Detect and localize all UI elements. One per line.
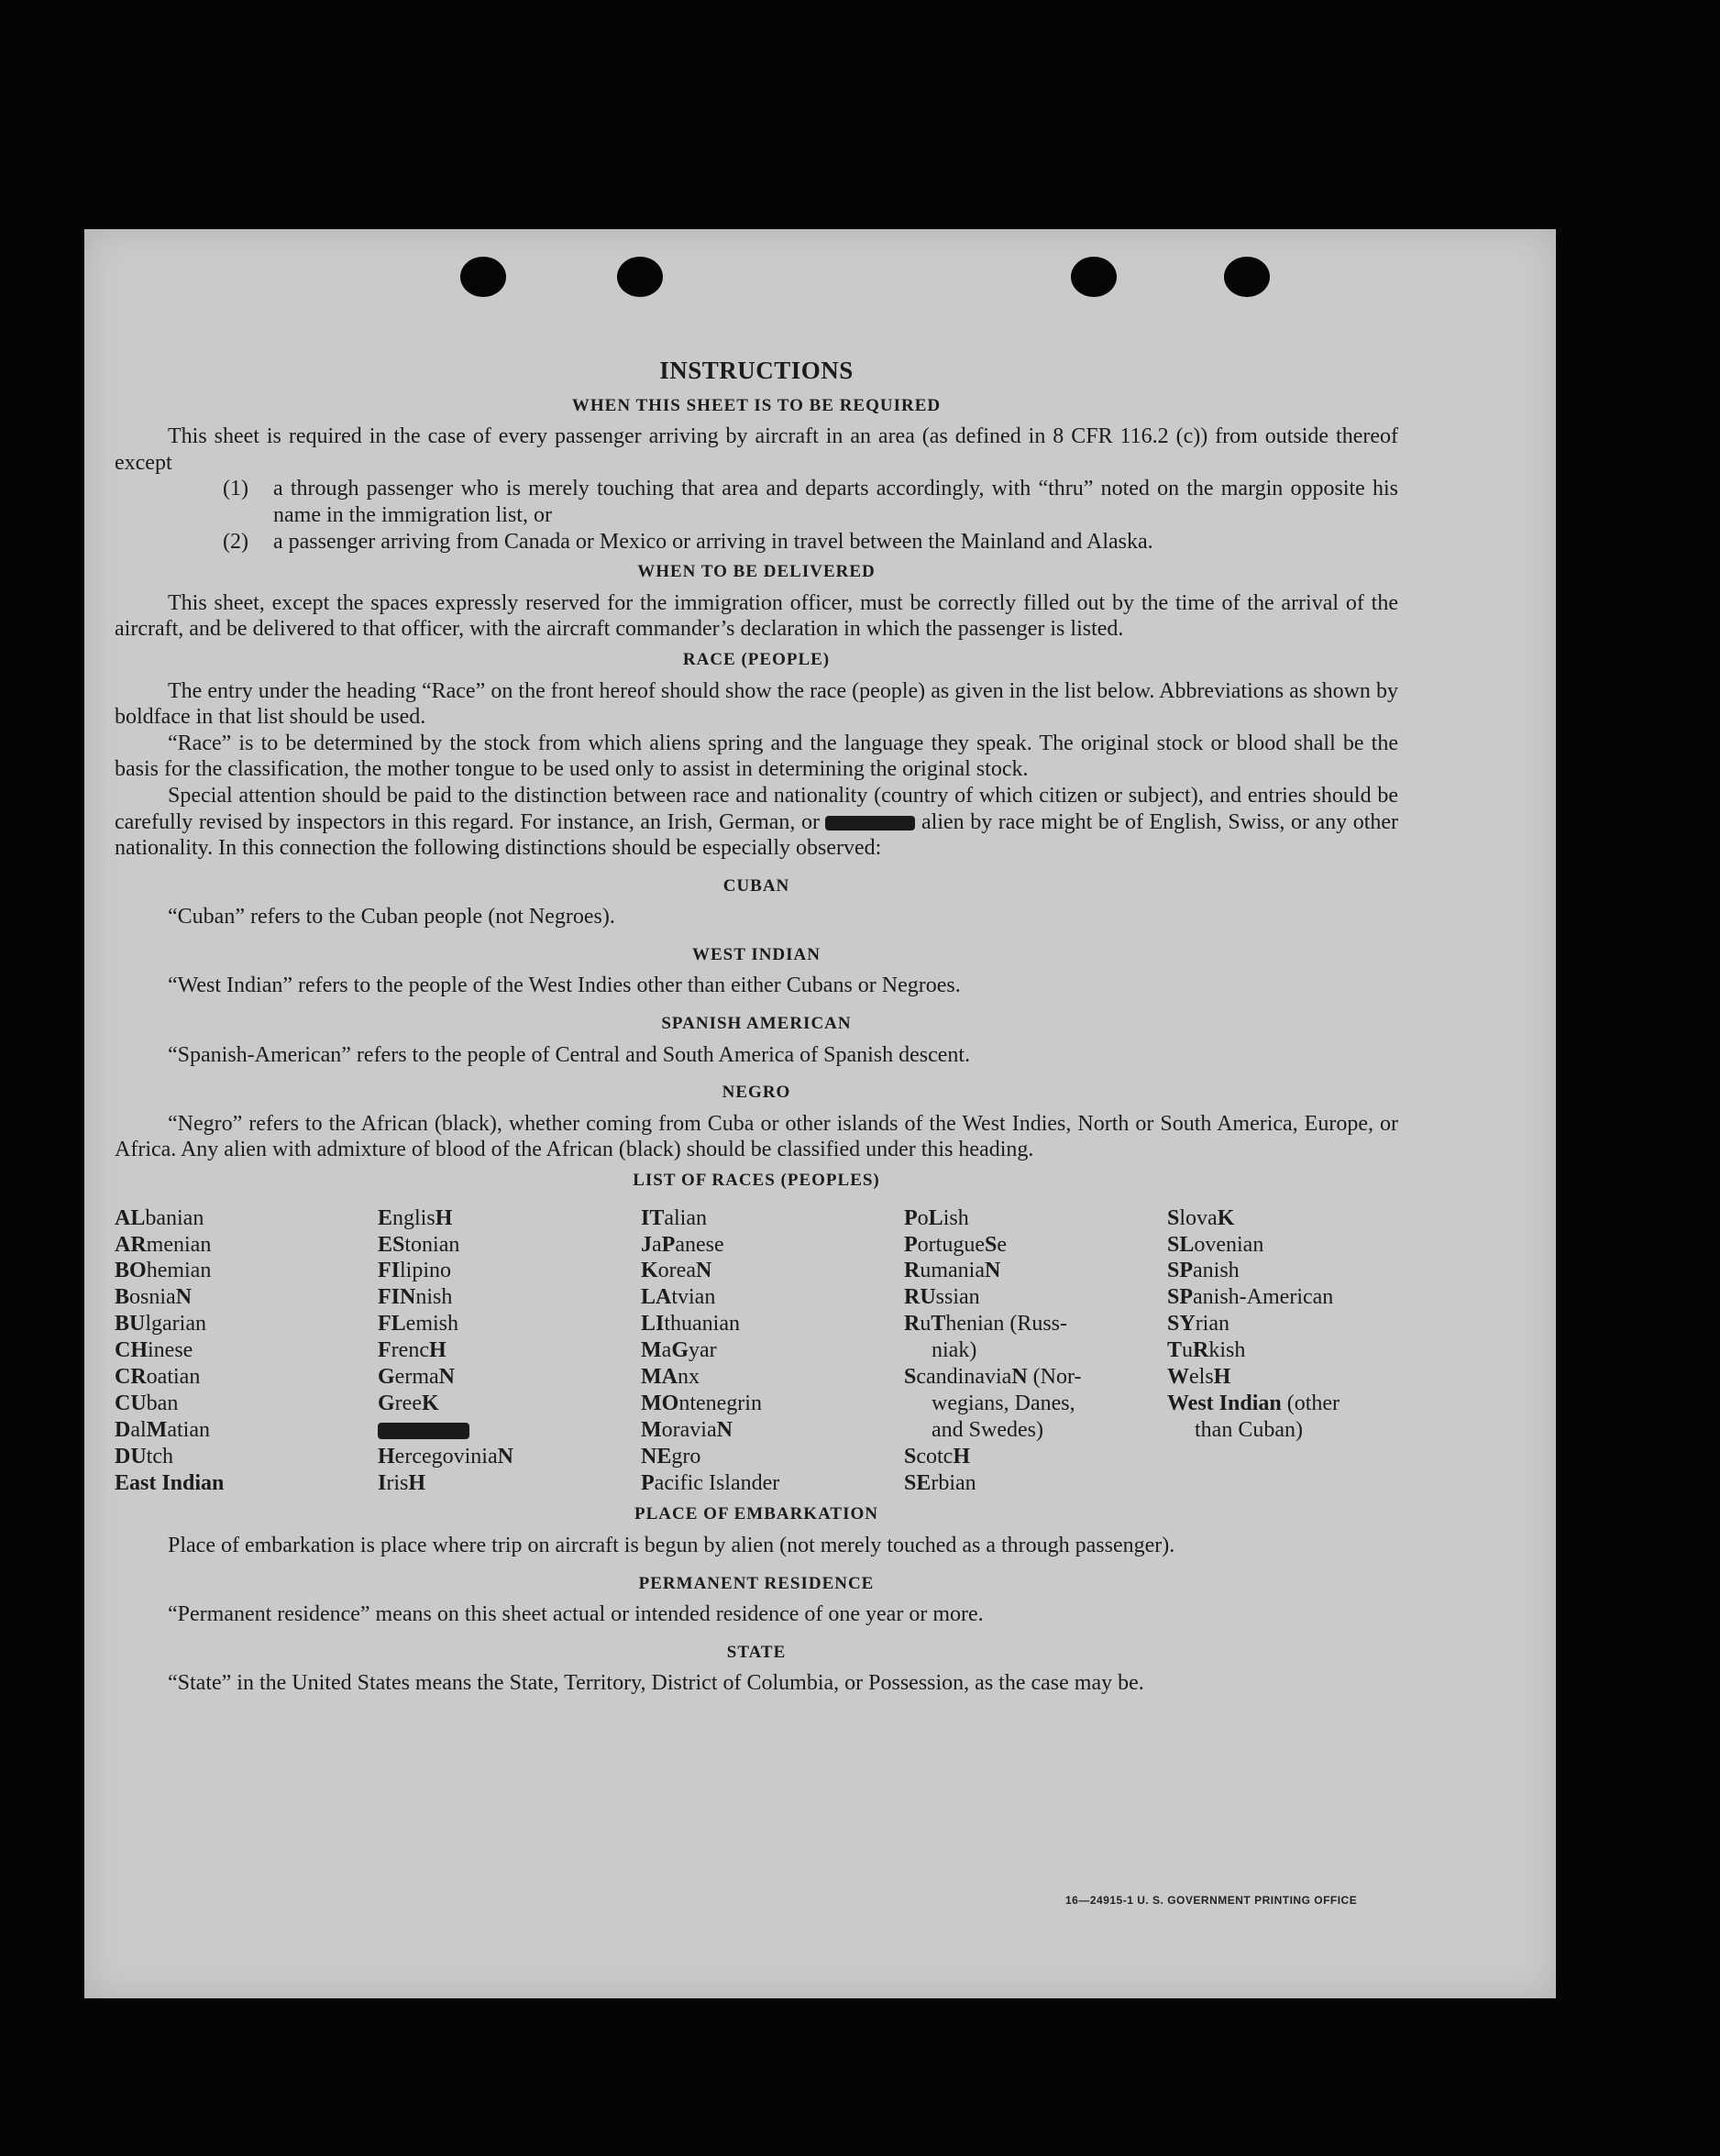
- race-text: tch: [146, 1444, 173, 1468]
- race-text: a: [661, 1338, 672, 1363]
- redaction-mark: [825, 816, 915, 830]
- west-indian-text: “West Indian” refers to the people of the West Indies other than either Cubans or Negroes.: [168, 974, 961, 998]
- redaction-mark: [378, 1423, 469, 1439]
- race-text: ntenegrin: [678, 1391, 762, 1415]
- race-abbrev: L: [928, 1205, 943, 1230]
- embarkation-text: Place of embarkation is place where trip on aircraft is begun by alien (not merely touched as a through passenger).: [168, 1534, 1175, 1558]
- race-text: (other: [1281, 1391, 1340, 1415]
- race-abbrev: M: [641, 1417, 662, 1442]
- race-abbrev: SE: [904, 1470, 932, 1495]
- races-column: [1167, 1205, 1430, 1497]
- races-column: [641, 1205, 904, 1497]
- section-heading-embarkation: PLACE OF EMBARKATION: [634, 1504, 878, 1524]
- race-entry: [641, 1232, 904, 1259]
- race-abbrev: MO: [641, 1391, 679, 1415]
- race-text: oatian: [146, 1364, 201, 1389]
- race-abbrev: SL: [1167, 1232, 1195, 1257]
- race-entry: [115, 1364, 378, 1391]
- races-list: [115, 1205, 1398, 1497]
- race-text: nish: [415, 1285, 453, 1310]
- race-abbrev: J: [641, 1232, 652, 1257]
- race-abbrev: LI: [641, 1312, 665, 1336]
- race-text: henian (Russ-: [945, 1312, 1068, 1336]
- race-entry: [115, 1205, 378, 1232]
- race-text: wegians, Danes,: [932, 1391, 1075, 1415]
- printing-office-code: 16—24915-1 U. S. GOVERNMENT PRINTING OFFICE: [1065, 1894, 1358, 1907]
- section-heading-residence: PERMANENT RESIDENCE: [638, 1573, 875, 1593]
- race-abbrev: G: [378, 1364, 395, 1389]
- section-heading-spanish-american: SPANISH AMERICAN: [661, 1014, 852, 1034]
- punch-hole: [1071, 257, 1117, 297]
- section-heading-delivered: WHEN TO BE DELIVERED: [637, 562, 876, 582]
- race-abbrev: AR: [115, 1232, 147, 1257]
- spanish-american-text: “Spanish-American” refers to the people of Central and South America of Spanish descent.: [168, 1042, 971, 1067]
- race-abbrev: P: [661, 1232, 676, 1257]
- race-entry: [378, 1391, 641, 1417]
- race-entry: [378, 1470, 641, 1497]
- race-abbrev: FIN: [378, 1285, 416, 1310]
- race-text: (Nor-: [1027, 1364, 1082, 1389]
- race-abbrev: I: [378, 1470, 387, 1495]
- race-abbrev: CU: [115, 1391, 147, 1415]
- race-text: emish: [405, 1312, 458, 1336]
- race-abbrev: S: [904, 1444, 917, 1468]
- race-entry: [1167, 1258, 1430, 1284]
- race-abbrev: N: [438, 1364, 455, 1389]
- race-abbrev: T: [1167, 1338, 1183, 1363]
- race-paragraph-3b: alien by race might be of English, Swiss, or any other nationality. In this connection the following distinctions should be especially observed:: [115, 809, 1399, 861]
- race-abbrev: BU: [115, 1312, 146, 1336]
- race-abbrev: H: [435, 1205, 453, 1230]
- race-text: ortugue: [917, 1232, 985, 1257]
- section-heading-cuban: CUBAN: [722, 875, 790, 896]
- race-text: u: [1182, 1338, 1194, 1363]
- race-abbrev: M: [146, 1417, 168, 1442]
- race-entry: [641, 1205, 904, 1232]
- race-abbrev: FL: [378, 1312, 406, 1336]
- race-abbrev: D: [115, 1417, 131, 1442]
- races-column: [115, 1205, 378, 1497]
- race-text: osnia: [129, 1285, 176, 1310]
- race-text: anish-American: [1193, 1285, 1334, 1310]
- race-text: rian: [1195, 1312, 1229, 1336]
- race-abbrev: NE: [641, 1444, 672, 1468]
- race-abbrev: S: [904, 1364, 917, 1389]
- race-text: cotc: [916, 1444, 954, 1468]
- race-text: hemian: [146, 1259, 212, 1283]
- race-text: tonian: [404, 1232, 460, 1257]
- section-heading-required: WHEN THIS SHEET IS TO BE REQUIRED: [571, 395, 942, 415]
- race-abbrev: E: [378, 1205, 393, 1230]
- race-abbrev: DU: [115, 1444, 147, 1468]
- race-text: renc: [391, 1338, 429, 1363]
- race-text: gro: [671, 1444, 701, 1468]
- race-entry: [115, 1232, 378, 1259]
- race-abbrev: H: [1213, 1364, 1231, 1389]
- race-abbrev: East Indian: [115, 1470, 225, 1495]
- race-entry: [378, 1232, 641, 1259]
- race-entry: [904, 1364, 1167, 1391]
- race-text: kish: [1208, 1338, 1246, 1363]
- race-entry: [378, 1284, 641, 1311]
- race-entry: [378, 1444, 641, 1470]
- item-label: (1): [223, 477, 248, 501]
- race-entry: [378, 1417, 641, 1444]
- race-text: and Swedes): [932, 1417, 1043, 1442]
- race-text: banian: [145, 1205, 204, 1230]
- race-entry: [115, 1417, 378, 1444]
- race-entry: [641, 1364, 904, 1391]
- section-heading-race: RACE (PEOPLE): [682, 649, 831, 669]
- race-abbrev: R: [1193, 1338, 1209, 1363]
- race-abbrev: CH: [115, 1338, 148, 1363]
- race-entry: [641, 1391, 904, 1417]
- race-abbrev: P: [641, 1470, 655, 1495]
- race-text: nglis: [392, 1205, 436, 1230]
- race-entry: [1167, 1205, 1430, 1232]
- race-entry: [641, 1337, 904, 1364]
- race-text: than Cuban): [1195, 1417, 1303, 1442]
- race-paragraph-3a: Special attention should be paid to the distinction between race and nationality (country of which citizen or subject), and entries should be carefully revised by inspectors in this regard. For instance, an Irish, German, or: [115, 783, 1398, 834]
- race-abbrev: K: [641, 1259, 658, 1283]
- race-abbrev: B: [115, 1285, 130, 1310]
- race-text: oravia: [661, 1417, 717, 1442]
- race-text: inese: [148, 1338, 193, 1363]
- race-paragraph-1: The entry under the heading “Race” on the front hereof should show the race (people) as given in the list below. Abbreviations as shown by boldface in that list should be used.: [115, 678, 1398, 730]
- race-entry: [641, 1311, 904, 1337]
- race-entry: [115, 1391, 378, 1417]
- race-abbrev: M: [641, 1338, 662, 1363]
- item-text: a through passenger who is merely touching that area and departs accordingly, with “thru” noted on the margin opposite his name in the immigration list, or: [273, 477, 1398, 527]
- race-entry: [1167, 1284, 1430, 1311]
- race-entry: [1167, 1311, 1430, 1337]
- race-abbrev: N: [695, 1259, 712, 1283]
- race-abbrev: N: [716, 1417, 733, 1442]
- race-abbrev: H: [428, 1338, 447, 1363]
- required-intro: This sheet is required in the case of every passenger arriving by aircraft in an area (as defined in 8 CFR 116.2 (c)) from outside thereof except: [115, 424, 1398, 475]
- race-text: els: [1189, 1364, 1214, 1389]
- punch-hole: [460, 257, 506, 297]
- races-column: [904, 1205, 1167, 1497]
- race-abbrev: SP: [1167, 1285, 1194, 1310]
- race-abbrev: AL: [115, 1205, 146, 1230]
- section-heading-races-list: LIST OF RACES (PEOPLES): [633, 1171, 880, 1191]
- race-entry: [1167, 1391, 1430, 1417]
- race-text: ris: [386, 1470, 409, 1495]
- race-entry: [115, 1311, 378, 1337]
- race-text: a: [652, 1232, 662, 1257]
- race-abbrev: BO: [115, 1259, 147, 1283]
- document-sheet: [84, 229, 1556, 1998]
- race-abbrev: H: [378, 1444, 395, 1468]
- race-text: alian: [664, 1205, 707, 1230]
- race-entry: [115, 1337, 378, 1364]
- race-text: ssian: [935, 1285, 980, 1310]
- race-abbrev: G: [671, 1338, 689, 1363]
- race-entry: [904, 1444, 1167, 1470]
- race-abbrev: CR: [115, 1364, 147, 1389]
- race-text: lipino: [400, 1259, 452, 1283]
- race-entry: [1167, 1232, 1430, 1259]
- race-entry: [115, 1470, 378, 1497]
- race-abbrev: G: [378, 1391, 395, 1415]
- race-entry: [904, 1284, 1167, 1311]
- race-abbrev: N: [984, 1259, 1001, 1283]
- race-entry: [904, 1470, 1167, 1497]
- race-text: yar: [688, 1338, 717, 1363]
- race-abbrev: SP: [1167, 1259, 1194, 1283]
- race-text: atian: [167, 1417, 210, 1442]
- race-abbrev: W: [1167, 1364, 1189, 1389]
- race-text: e: [997, 1232, 1007, 1257]
- race-text: lova: [1179, 1205, 1218, 1230]
- race-text: anese: [675, 1232, 724, 1257]
- race-abbrev: H: [953, 1444, 971, 1468]
- race-text: tvian: [671, 1285, 716, 1310]
- race-abbrev: N: [1011, 1364, 1028, 1389]
- cuban-text: “Cuban” refers to the Cuban people (not Negroes).: [168, 905, 615, 930]
- race-entry: [1167, 1337, 1430, 1364]
- race-abbrev: K: [1217, 1205, 1235, 1230]
- race-text: niak): [932, 1338, 977, 1363]
- section-heading-state: STATE: [726, 1642, 787, 1662]
- race-text: nx: [677, 1364, 700, 1389]
- race-paragraph-3: [115, 783, 1398, 862]
- races-column: [378, 1205, 641, 1497]
- race-paragraph-2: “Race” is to be determined by the stock from which aliens spring and the language they speak. The original stock or blood shall be the basis for the classification, the mother tongue to be used only to assist in determining the original stock.: [115, 731, 1398, 782]
- instructions-content: [115, 358, 1398, 1697]
- race-text: ish: [943, 1205, 969, 1230]
- race-entry: [115, 1258, 378, 1284]
- race-abbrev: MA: [641, 1364, 678, 1389]
- race-abbrev: F: [378, 1338, 391, 1363]
- race-text: al: [130, 1417, 147, 1442]
- race-entry: [115, 1284, 378, 1311]
- race-text: candinavia: [916, 1364, 1012, 1389]
- section-heading-negro: NEGRO: [722, 1083, 791, 1103]
- race-text: menian: [146, 1232, 212, 1257]
- race-text: umania: [920, 1259, 985, 1283]
- race-entry: [641, 1258, 904, 1284]
- race-text: ovenian: [1194, 1232, 1264, 1257]
- race-abbrev: N: [175, 1285, 193, 1310]
- race-entry: [641, 1417, 904, 1444]
- section-heading-west-indian: WEST INDIAN: [692, 944, 821, 964]
- race-entry: [904, 1258, 1167, 1284]
- race-entry: [641, 1284, 904, 1311]
- item-label: (2): [223, 529, 248, 554]
- race-entry: [904, 1205, 1167, 1232]
- punch-hole: [617, 257, 663, 297]
- race-entry: [115, 1444, 378, 1470]
- negro-text: “Negro” refers to the African (black), whether coming from Cuba or other islands of the West Indies, North or South America, Europe, or Africa. Any alien with admixture of blood of the African (black) should be classified under this heading.: [115, 1111, 1398, 1162]
- race-entry: [1167, 1364, 1430, 1391]
- race-entry: [904, 1311, 1167, 1337]
- race-text: thuanian: [664, 1312, 740, 1336]
- required-item-2: [223, 529, 1398, 556]
- race-abbrev: S: [1167, 1205, 1180, 1230]
- race-text: rbian: [931, 1470, 976, 1495]
- race-entry: [378, 1337, 641, 1364]
- race-abbrev: R: [904, 1259, 921, 1283]
- race-entry: [1167, 1417, 1430, 1444]
- race-abbrev: N: [497, 1444, 513, 1468]
- race-abbrev: FI: [378, 1259, 400, 1283]
- race-abbrev: H: [408, 1470, 426, 1495]
- item-text: a passenger arriving from Canada or Mexico or arriving in travel between the Mainland and Alaska.: [273, 529, 1153, 554]
- race-abbrev: LA: [641, 1285, 672, 1310]
- race-abbrev: RU: [904, 1285, 936, 1310]
- race-text: ban: [146, 1391, 179, 1415]
- race-abbrev: ES: [378, 1232, 405, 1257]
- race-entry: [378, 1364, 641, 1391]
- required-item-1: [223, 476, 1398, 528]
- race-text: ercegovinia: [394, 1444, 498, 1468]
- page-title: INSTRUCTIONS: [659, 357, 854, 384]
- race-text: u: [920, 1312, 932, 1336]
- residence-text: “Permanent residence” means on this sheet actual or intended residence of one year or more.: [168, 1602, 984, 1627]
- race-entry: [904, 1391, 1167, 1417]
- race-entry: [904, 1337, 1167, 1364]
- race-text: erma: [394, 1364, 439, 1389]
- race-entry: [904, 1232, 1167, 1259]
- race-text: lgarian: [145, 1312, 206, 1336]
- race-abbrev: P: [904, 1205, 918, 1230]
- race-text: anish: [1193, 1259, 1240, 1283]
- race-abbrev: T: [931, 1312, 946, 1336]
- race-abbrev: P: [904, 1232, 918, 1257]
- race-text: orea: [657, 1259, 696, 1283]
- race-abbrev: S: [984, 1232, 998, 1257]
- race-abbrev: West Indian: [1167, 1391, 1282, 1415]
- race-text: ree: [394, 1391, 422, 1415]
- race-entry: [378, 1205, 641, 1232]
- race-entry: [378, 1311, 641, 1337]
- race-entry: [641, 1470, 904, 1497]
- delivered-text: This sheet, except the spaces expressly reserved for the immigration officer, must be correctly filled out by the time of the arrival of the aircraft, and be delivered to that officer, with the aircraft commander’s declaration in which the passenger is listed.: [115, 590, 1398, 642]
- race-abbrev: K: [421, 1391, 439, 1415]
- race-entry: [904, 1417, 1167, 1444]
- race-text: acific Islander: [654, 1470, 780, 1495]
- race-text: o: [917, 1205, 929, 1230]
- race-abbrev: SY: [1167, 1312, 1196, 1336]
- race-entry: [641, 1444, 904, 1470]
- race-entry: [378, 1258, 641, 1284]
- race-abbrev: IT: [641, 1205, 665, 1230]
- punch-hole: [1224, 257, 1270, 297]
- state-text: “State” in the United States means the State, Territory, District of Columbia, or Possession, as the case may be.: [168, 1671, 1144, 1696]
- race-abbrev: R: [904, 1312, 921, 1336]
